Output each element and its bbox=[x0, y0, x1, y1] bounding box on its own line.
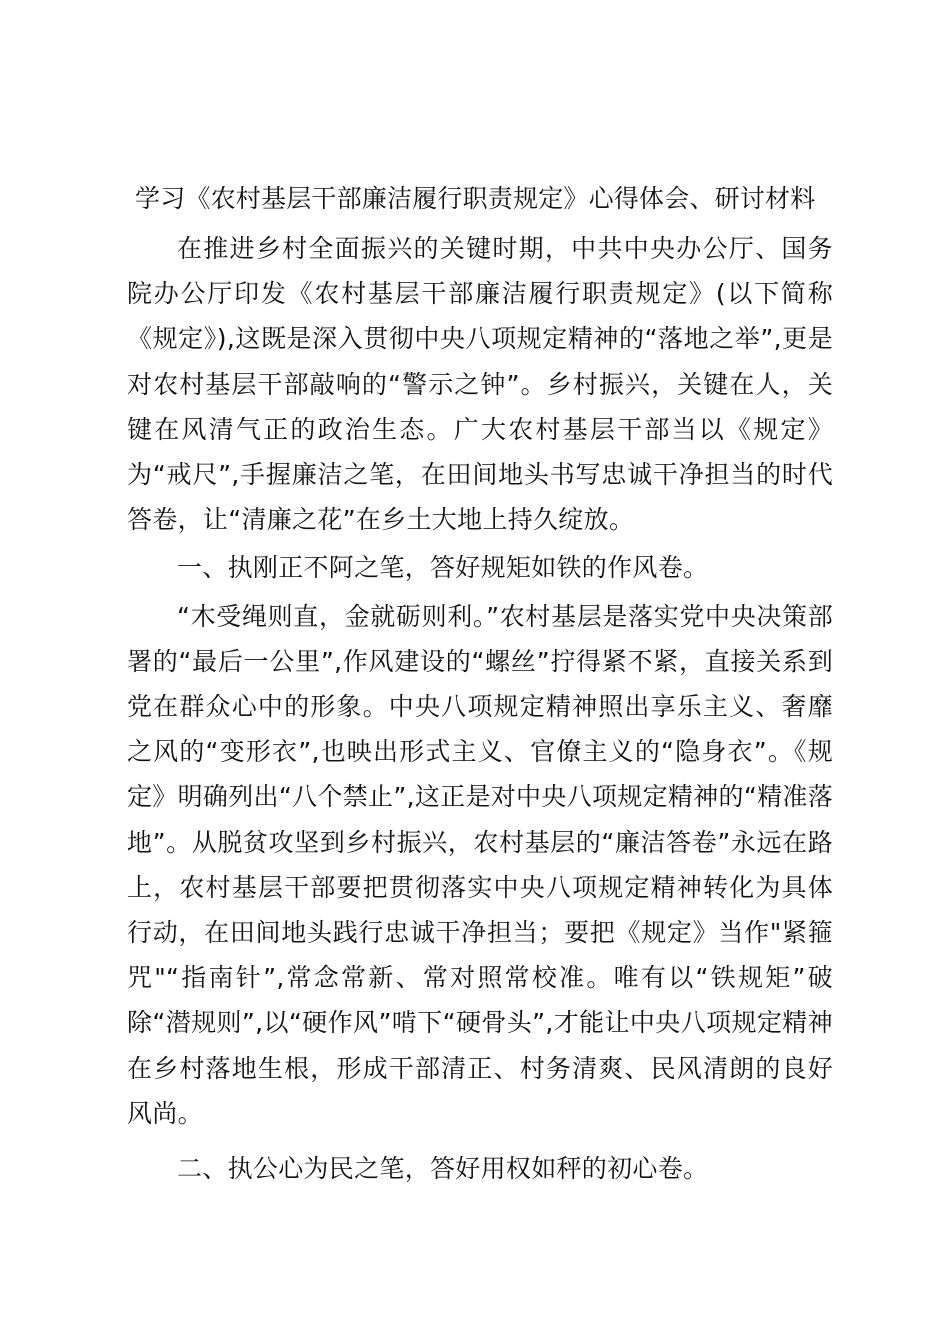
document-body bbox=[127, 226, 833, 1194]
section-heading-2: 二、执公心为民之笔，答好用权如秤的初心卷。 bbox=[177, 1154, 709, 1184]
section-1-paragraph: “木受绳则直，金就砺则利。”农村基层是落实党中央决策部署的“最后一公里”,作风建设的“螺丝”拧得紧不紧，直接关系到党在群众心中的形象。中央八项规定精神照出享乐主义、奢靡之风的“变形衣”,也映出形式主义、官僚主义的“隐身衣”。《规定》明确列出“八个禁止”,这正是对中央八项规定精神的“精准落地”。从脱贫攻坚到乡村振兴，农村基层的“廉洁答卷”永远在路上，农村基层干部要把贯彻落实中央八项规定精神转化为具体行动，在田间地头践行忠诚干净担当；要把《规定》当作"紧箍咒"“指南针”,常念常新、常对照常校准。唯有以“铁规矩”破除“潜规则”,以“硬作风”啃下“硬骨头”,才能让中央八项规定精神在乡村落地生根，形成干部清正、村务清爽、民风清朗的良好风尚。 bbox=[127, 601, 833, 1128]
intro-paragraph: 在推进乡村全面振兴的关键时期，中共中央办公厅、国务院办公厅印发《农村基层干部廉洁履行职责规定》(以下简称《规定》),这既是深入贯彻中央八项规定精神的“落地之举”,更是对农村基层干部敲响的“警示之钟”。乡村振兴，关键在人，关键在风清气正的政治生态。广大农村基层干部当以《规定》为“戒尺”,手握廉洁之笔，在田间地头书写忠诚干净担当的时代答卷，让“清廉之花”在乡土大地上持久绽放。 bbox=[127, 234, 833, 535]
document-title: 学习《农村基层干部廉洁履行职责规定》心得体会、研讨材料 bbox=[135, 184, 816, 213]
section-heading-1: 一、执刚正不阿之笔，答好规矩如铁的作风卷。 bbox=[177, 553, 709, 583]
